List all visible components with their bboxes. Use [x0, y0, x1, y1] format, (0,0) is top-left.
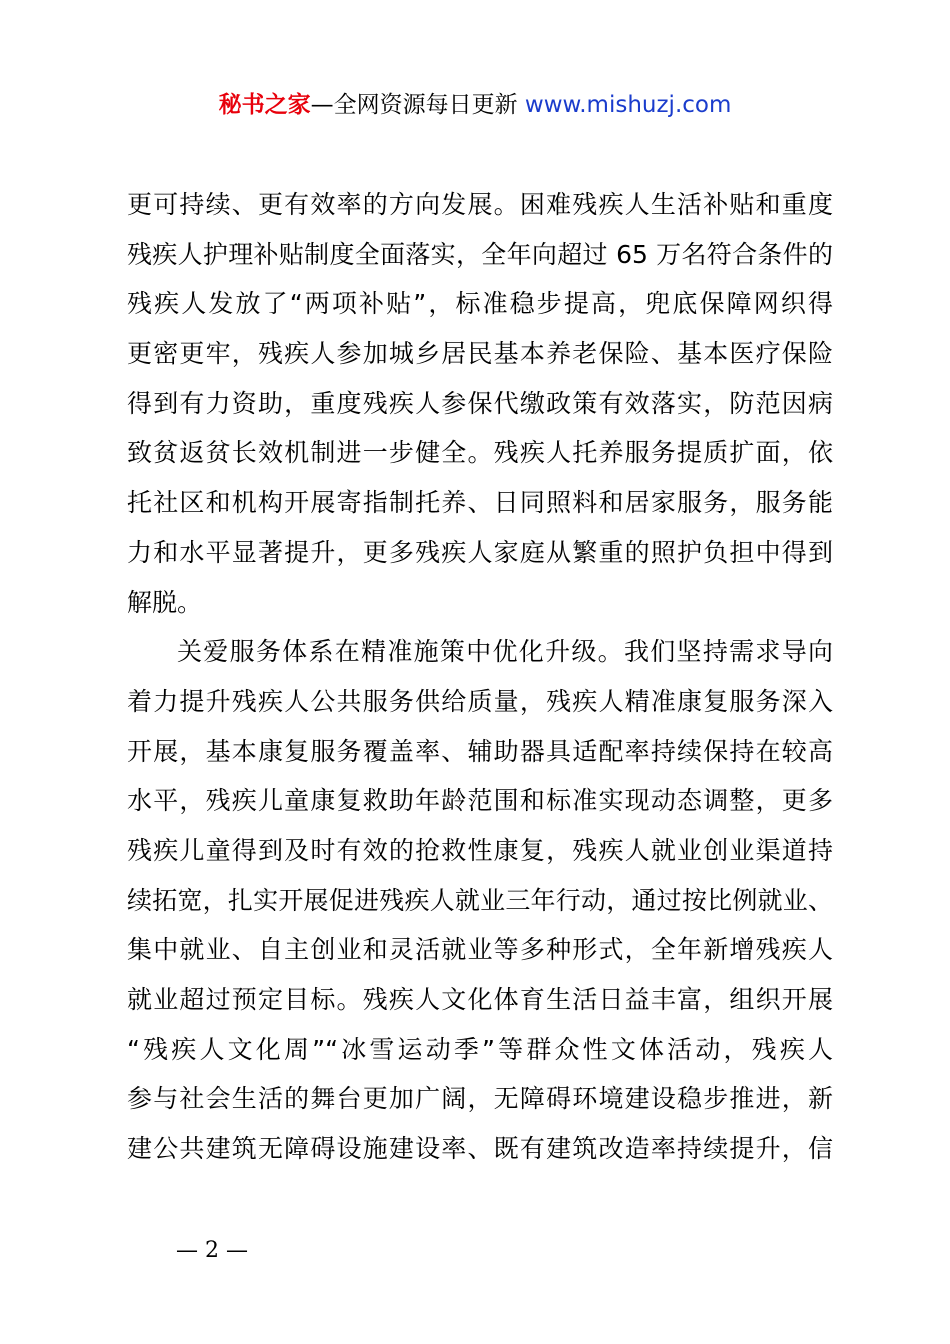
text-line: 更密更牢，残疾人参加城乡居民基本养老保险、基本医疗保险 [127, 339, 833, 369]
text-line: 就业超过预定目标。残疾人文化体育生活日益丰富，组织开展 [127, 985, 833, 1014]
text-line: 着力提升残疾人公共服务供给质量，残疾人精准康复服务深入 [127, 686, 833, 716]
text-line: 残疾人护理补贴制度全面落实，全年向超过 65 万名符合条件的 [127, 239, 833, 269]
text-line: 参与社会生活的舞台更加广阔，无障碍环境建设稳步推进，新 [127, 1084, 833, 1114]
text-line: 致贫返贫长效机制进一步健全。残疾人托养服务提质扩面，依 [127, 438, 833, 468]
document-body [127, 180, 833, 1174]
text-line: 更可持续、更有效率的方向发展。困难残疾人生活补贴和重度 [127, 190, 833, 219]
text-line: 残疾儿童得到及时有效的抢救性康复，残疾人就业创业渠道持 [127, 835, 833, 865]
header-url-link[interactable]: www.mishuzj.com [524, 92, 732, 118]
text-line: 力和水平显著提升，更多残疾人家庭从繁重的照护负担中得到 [127, 537, 833, 567]
text-line: 残疾人发放了“两项补贴”，标准稳步提高，兜底保障网织得 [127, 289, 833, 319]
header-tagline: —全网资源每日更新 [310, 92, 525, 118]
page-number: — 2 — [176, 1238, 248, 1263]
text-line: 建公共建筑无障碍设施建设率、既有建筑改造率持续提升，信 [127, 1134, 833, 1164]
text-line: 关爱服务体系在精准施策中优化升级。我们坚持需求导向 [177, 637, 833, 667]
watermark-header [0, 88, 950, 122]
text-line: 续拓宽，扎实开展促进残疾人就业三年行动，通过按比例就业、 [127, 885, 833, 915]
header-brand: 秘书之家 [218, 92, 311, 118]
text-line: “残疾人文化周”“冰雪运动季”等群众性文体活动，残疾人 [127, 1034, 833, 1064]
text-line: 得到有力资助，重度残疾人参保代缴政策有效落实，防范因病 [127, 388, 833, 418]
text-line: 水平，残疾儿童康复救助年龄范围和标准实现动态调整，更多 [127, 786, 833, 816]
paragraph [127, 180, 833, 627]
text-line: 集中就业、自主创业和灵活就业等多种形式，全年新增残疾人 [127, 935, 833, 965]
text-line: 托社区和机构开展寄指制托养、日同照料和居家服务，服务能 [127, 488, 833, 518]
text-line: 开展，基本康复服务覆盖率、辅助器具适配率持续保持在较高 [127, 736, 833, 766]
text-line: 解脱。 [127, 587, 203, 617]
paragraph [127, 627, 833, 1174]
